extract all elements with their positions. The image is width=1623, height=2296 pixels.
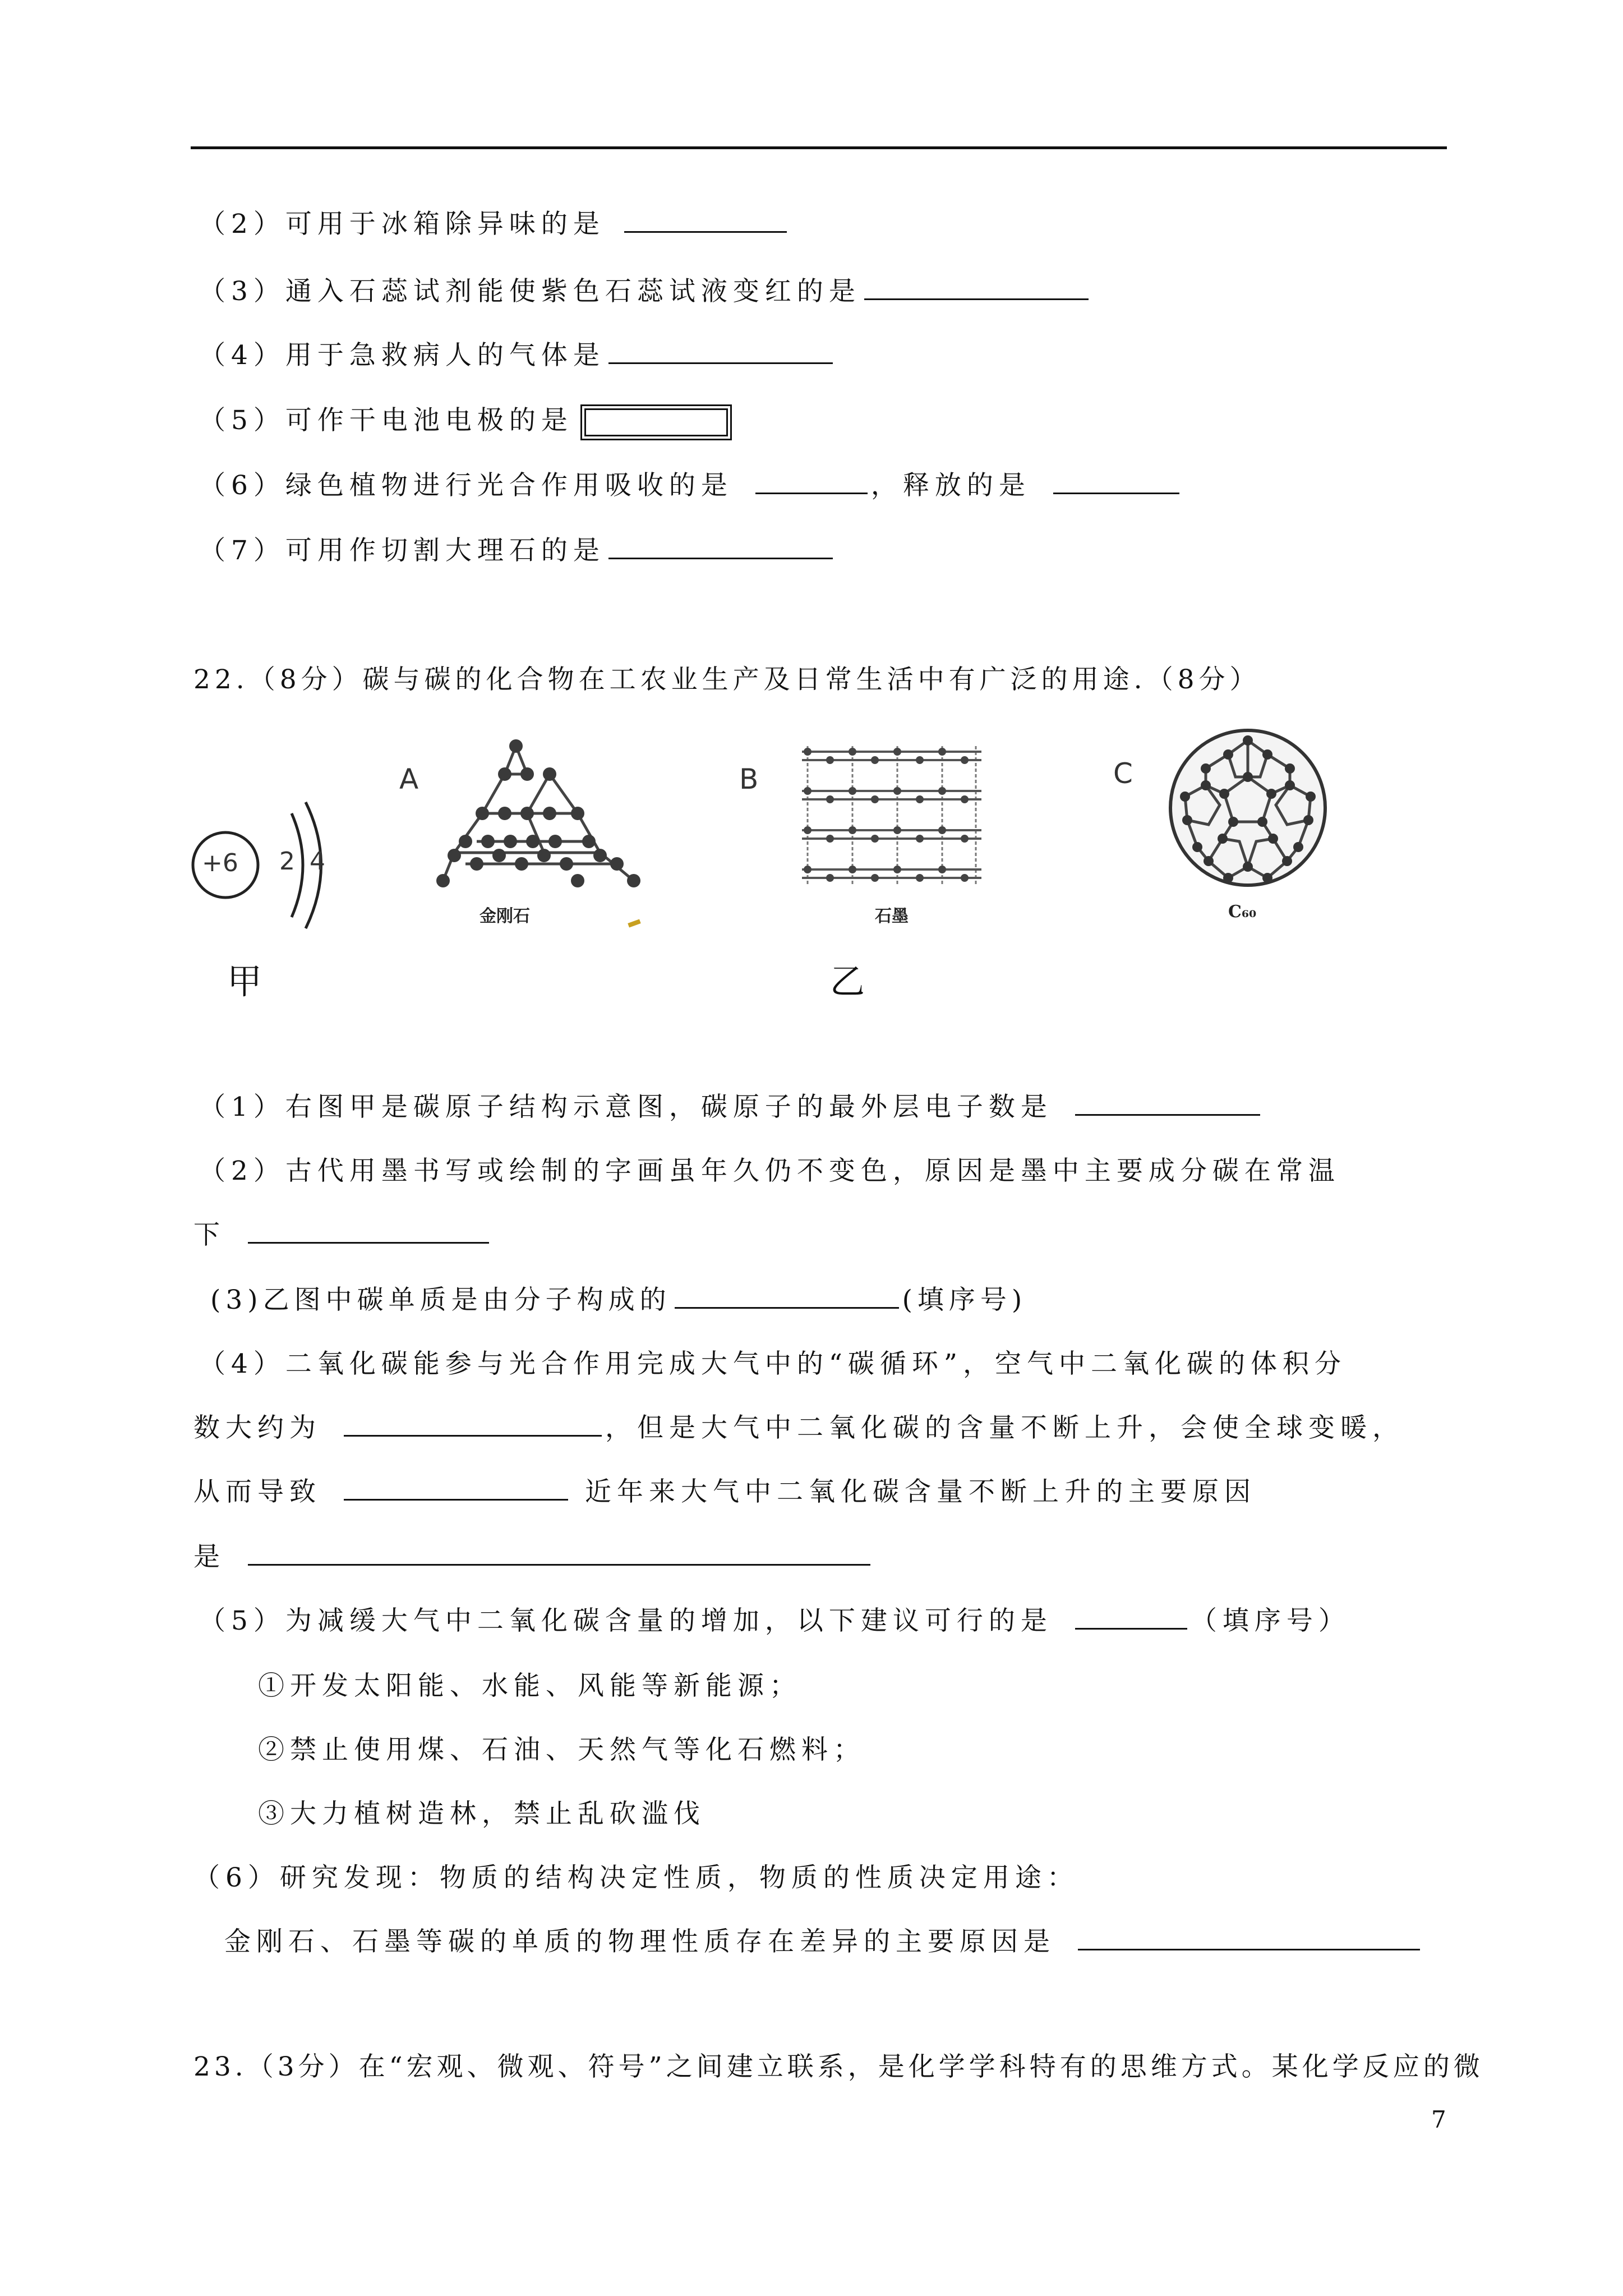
q21-item-7-text: （7）可用作切割大理石的是 [199,535,605,566]
q21-item-5 [199,404,728,438]
q22-q4-c2-text: 近年来大气中二氧化碳含量不断上升的主要原因 [585,1476,1256,1507]
q22-q2-b-text: 下 [193,1220,225,1250]
stray-mark [628,919,640,927]
q21-item-3-text: （3）通入石蕊试剂能使紫色石蕊试液变红的是 [199,276,861,307]
q21-item-6-mid: ，释放的是 [870,470,1031,501]
q21-item-4 [199,339,836,372]
q21-item-6 [199,469,1183,503]
q22-q4-c1-text: 从而导致 [193,1476,321,1507]
figure-a-caption: 金刚石 [479,907,530,926]
q22-q4-b2-text: ，但是大气中二氧化碳的含量不断上升，会使全球变暖， [605,1412,1404,1443]
q22-q5-option-1: ①开发太阳能、水能、风能等新能源； [258,1671,801,1701]
q21-item-6-text: （6）绿色植物进行光合作用吸收的是 [199,470,733,501]
answer-box[interactable] [584,408,728,436]
answer-blank[interactable] [344,1412,602,1437]
q22-q4-c [193,1475,1256,1509]
q22-q6-b-text: 金刚石、石墨等碳的单质的物理性质存在差异的主要原因是 [224,1926,1055,1957]
answer-blank[interactable] [608,340,833,364]
q22-q1-text: （1）右图甲是碳原子结构示意图，碳原子的最外层电子数是 [199,1092,1053,1122]
q21-item-4-text: （4）用于急救病人的气体是 [199,340,605,371]
c60-structure-icon [1164,724,1332,892]
label-yi: 乙 [830,961,865,1002]
q21-item-5-text: （5）可作干电池电极的是 [199,405,573,436]
page-number: 7 [1431,2106,1446,2133]
q22-q2-a: （2）古代用墨书写或绘制的字画虽年久仍不变色，原因是墨中主要成分碳在常温 [199,1156,1340,1186]
figure-b-caption: 石墨 [875,907,909,926]
q22-q3-tail: (填序号) [902,1285,1027,1315]
q22-q4-d [193,1540,874,1574]
answer-blank[interactable] [248,1542,870,1566]
figure-a-letter: A [399,763,419,795]
q22-q1 [199,1091,1264,1124]
q22-heading: 22.（8分）碳与碳的化合物在工农业生产及日常生活中有广泛的用途.（8分） [193,664,1261,695]
answer-blank[interactable] [1075,1605,1187,1630]
atom-nucleus-label: +6 [202,849,238,877]
figure-c-caption: C₆₀ [1228,902,1257,922]
q22-q5 [199,1604,1350,1638]
q22-q3-text: (3)乙图中碳单质是由分子构成的 [210,1285,671,1315]
q22-q2-b [193,1218,492,1252]
q22-q5-tail: （填序号） [1190,1605,1350,1636]
q22-q6-a: （6）研究发现：物质的结构决定性质，物质的性质决定用途： [193,1862,1079,1893]
answer-blank[interactable] [344,1476,568,1501]
answer-blank[interactable] [1078,1926,1420,1950]
figure-b-letter: B [739,763,759,795]
answer-blank[interactable] [675,1285,899,1309]
atom-shell1-label: 2 [279,847,295,876]
q22-q5-option-3: ③大力植树造林，禁止乱砍滥伐 [258,1798,706,1829]
figure-c-letter: C [1113,757,1133,790]
q22-q6-b [224,1925,1423,1959]
q22-q3 [210,1283,1027,1317]
answer-blank[interactable] [864,276,1089,300]
graphite-structure-icon [796,735,987,898]
q22-q5-option-2: ②禁止使用煤、石油、天然气等化石燃料； [258,1734,865,1765]
q22-q4-b1-text: 数大约为 [193,1412,321,1443]
q21-item-3 [199,275,1092,309]
answer-blank[interactable] [248,1220,489,1244]
answer-blank[interactable] [1053,470,1179,494]
header-rule [191,146,1447,149]
q21-item-2-text: （2）可用于冰箱除异味的是 [199,209,605,240]
label-jia: 甲 [227,961,262,1002]
q22-q4-d-text: 是 [193,1542,225,1572]
q22-q4-a: （4）二氧化碳能参与光合作用完成大气中的“碳循环”，空气中二氧化碳的体积分 [199,1349,1347,1379]
q21-item-2 [199,208,790,241]
diamond-structure-icon [432,729,645,898]
answer-blank[interactable] [608,535,833,559]
q22-q5-text: （5）为减缓大气中二氧化碳含量的增加，以下建议可行的是 [199,1605,1053,1636]
answer-blank[interactable] [755,470,868,494]
atom-shell2-label: 4 [310,847,325,876]
q21-item-7 [199,534,836,568]
answer-blank[interactable] [1075,1092,1260,1116]
q22-q4-b [193,1411,1404,1445]
q23-heading: 23.（3分）在“宏观、微观、符号”之间建立联系，是化学学科特有的思维方式。某化学反应的微 [193,2051,1484,2082]
answer-blank[interactable] [624,209,787,233]
